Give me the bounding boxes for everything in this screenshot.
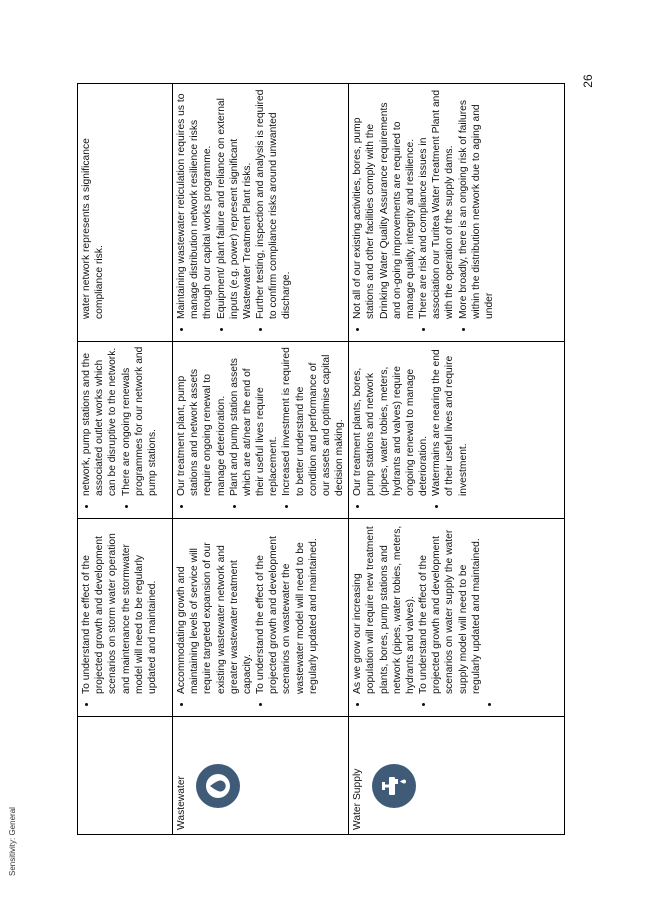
list-item: • Maintaining wastewater reticulation requires us to manage distribution network resilience risks through our capital works programme. — [175, 88, 215, 319]
page-number: 26 — [581, 74, 595, 88]
renewal-cell — [349, 342, 565, 519]
row-title-cell — [78, 717, 173, 835]
list-item: • Watermains are nearing the end of their useful lives and require investment. — [430, 346, 470, 496]
growth-cell — [349, 519, 565, 717]
continued-text: water network represents a significance compliance risk. — [81, 138, 106, 319]
list-item: • Our treatment plants, bores, pump stations and network (pipes, water tobies, meters, hydrants and valves) require ongoing renewal to manage deterioration. — [351, 346, 430, 496]
renewal-cell — [173, 342, 349, 519]
row-title-cell — [349, 717, 565, 835]
risk-cell — [78, 84, 173, 342]
list-item: • Our treatment plant, pump stations and network assets require ongoing renewal to manage deterioration. — [175, 346, 228, 496]
table-row — [349, 84, 565, 835]
list-item: • network, pump stations and the associated outlet works which can be disruptive to the network. — [80, 346, 120, 496]
water-drop-icon — [196, 764, 240, 808]
row-title-cell — [173, 717, 349, 835]
list-item: • To understand the effect of the projected growth and development scenarios on water supply the water supply model will need to be regularly updated and maintained. — [417, 523, 483, 694]
table-row — [173, 84, 349, 835]
table-row — [78, 84, 173, 835]
list-item: • Not all of our existing activities, bores, pump stations and other facilities comply with the Drinking Water Quality Assurance requirements and on-going improvements are required to manage quality, integrity and resilience. — [351, 88, 417, 319]
list-item: • As we grow our increasing population will require new treatment plants, bores, pump stations and network (pipes, water tobies, meters, hydrants and valves). — [351, 523, 417, 694]
list-item: • There are ongoing renewals programmes for our network and pump stations. — [120, 346, 160, 496]
list-item: • Increased investment is required to better understand the condition and performance of our assets and optimise capital decision making. — [280, 346, 346, 496]
rotated-table-container — [77, 84, 565, 835]
risk-cell — [349, 84, 565, 342]
list-item: • To understand the effect of the projected growth and development scenarios on storm water operation and maintenance the stormwater model will need to be regularly updated and maintained. — [80, 523, 159, 694]
row-title: Water Supply — [352, 768, 364, 830]
list-item-empty — [483, 523, 496, 694]
risk-cell — [173, 84, 349, 342]
list-item: • Plant and pump station assets which are at/near the end of their useful lives require replacement. — [228, 346, 281, 496]
growth-cell — [173, 519, 349, 717]
infrastructure-issues-table — [77, 83, 565, 835]
row-title: Wastewater — [176, 776, 187, 830]
renewal-cell — [78, 342, 173, 519]
list-item: • Accommodating growth and maintaining levels of service will require targeted expansion of our existing wastewater network and greater wastewater treatment capacity. — [175, 523, 254, 694]
list-item: • More broadly, there is an ongoing risk of failures within the distribution network due to aging and under — [457, 88, 497, 319]
list-item: • To understand the effect of the projected growth and development scenarios on wastewater the wastewater model will need to be regularly updated and maintained. — [254, 523, 320, 694]
growth-cell — [78, 519, 173, 717]
list-item: • Further testing, inspection and analysis is required to confirm compliance risks around unwanted discharge. — [254, 88, 294, 319]
list-item: • There are risk and compliance issues in association our Turitea Water Treatment Plant and with the operation of the supply dams. — [417, 88, 457, 319]
tap-icon — [372, 764, 416, 808]
list-item: • Equipment/ plant failure and reliance on external inputs (e.g. power) represent significant Wastewater Treatment Plant risks. — [215, 88, 255, 319]
sensitivity-label: Sensitivity: General — [8, 807, 17, 876]
